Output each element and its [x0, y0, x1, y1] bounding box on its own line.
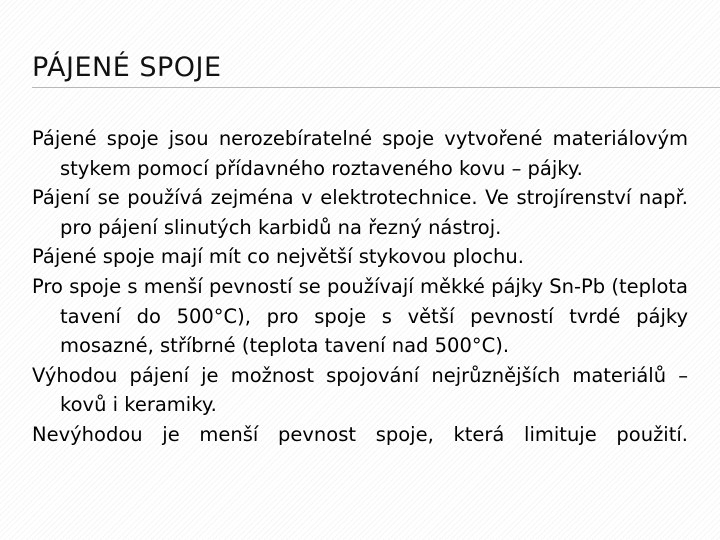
body-paragraph-6: Nevýhodou je menší pevnost spoje, která limituje použití.: [32, 422, 688, 446]
body-paragraph-1: Pájené spoje jsou nerozebíratelné spoje vytvořené materiálovým stykem pomocí přídavného roztaveného kovu – pájky.: [32, 127, 688, 180]
title-divider: [32, 87, 720, 88]
body-paragraph-3: Pájené spoje mají mít co největší stykovou plochu.: [32, 245, 524, 269]
body-paragraph-5: Výhodou pájení je možnost spojování nejrůznějších materiálů – kovů i keramiky.: [32, 363, 688, 417]
body-paragraph-2: Pájení se používá zejména v elektrotechnice. Ve strojírenství např. pro pájení slinutých karbidů na řezný nástroj.: [32, 186, 688, 239]
slide-title: PÁJENÉ SPOJE: [32, 52, 222, 83]
slide-body: [32, 124, 688, 450]
body-paragraph-4: Pro spoje s menší pevností se používají měkké pájky Sn-Pb (teplota tavení do 500°C), pro spoje s větší pevností tvrdé pájky mosazné, stříbrné (teplota tavení nad 500°C).: [32, 274, 688, 358]
